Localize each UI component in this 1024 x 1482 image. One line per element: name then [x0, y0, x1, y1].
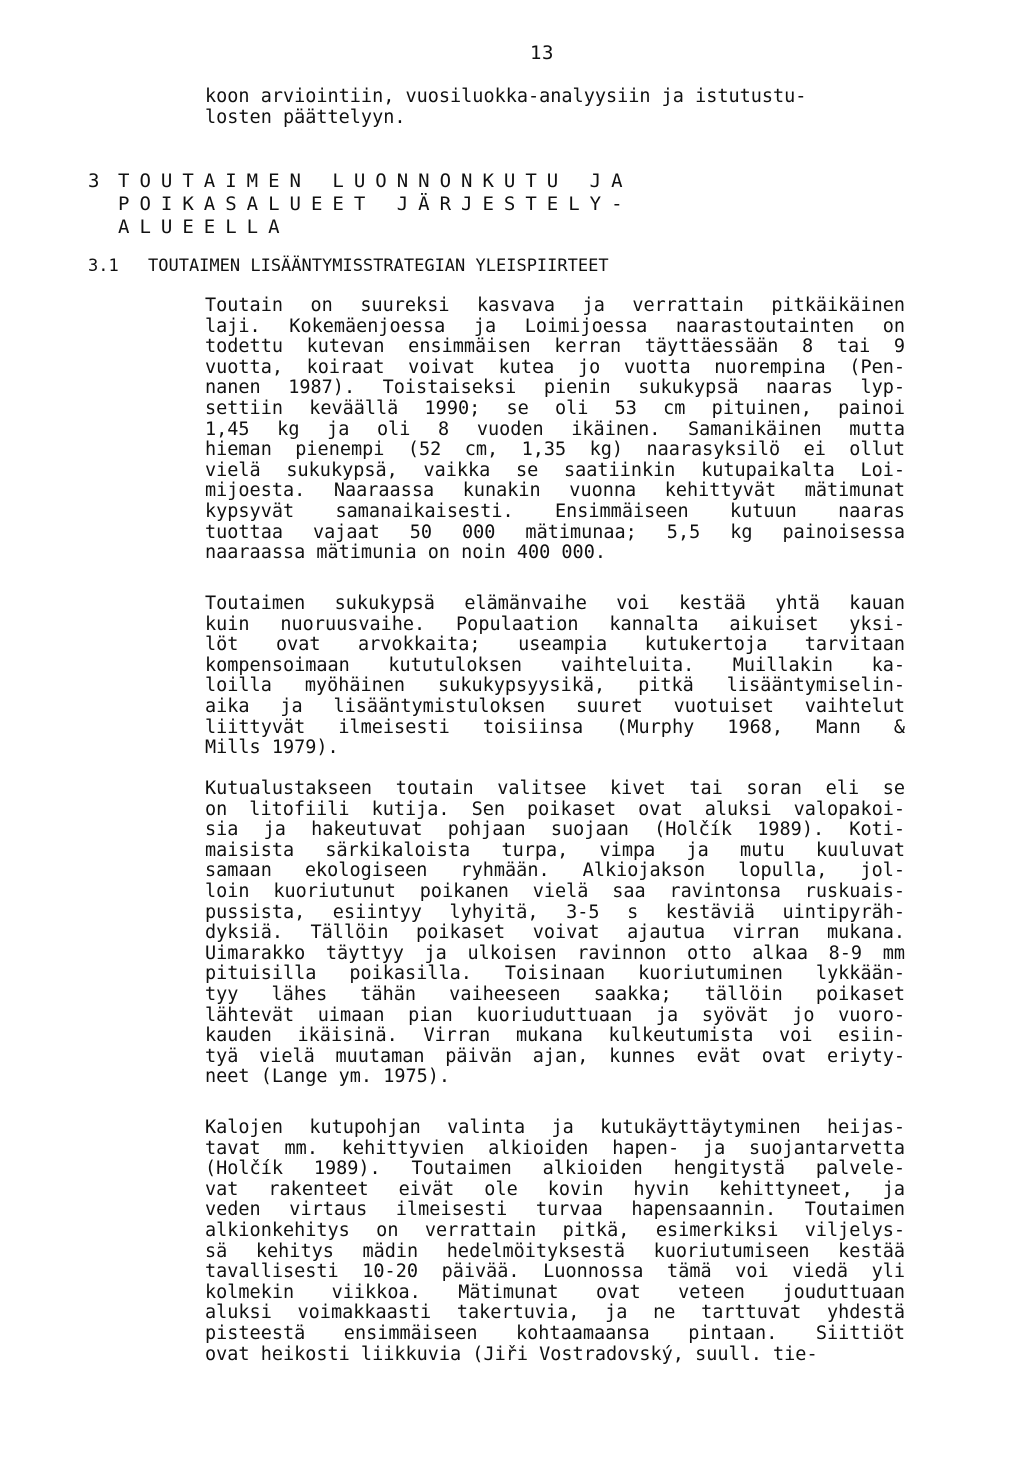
paragraph-line: maisista särkikaloista turpa, vimpa ja mutu kuuluvat	[205, 839, 905, 861]
paragraph-line: todettu kutevan ensimmäisen kerran täyttäessään 8 tai 9	[205, 336, 905, 358]
paragraph-line: aika ja lisääntymistuloksen suuret vuotuiset vaihtelut	[205, 695, 905, 717]
paragraph-line: samaan ekologiseen ryhmään. Alkiojakson lopulla, jol-	[205, 860, 905, 882]
paragraph-line: vat rakenteet eivät ole kovin hyvin kehittyneet, ja	[205, 1178, 905, 1200]
paragraph-line: vuotta, koiraat voivat kutea jo vuotta nuorempina (Pen-	[205, 356, 905, 378]
paragraph-line: Mills 1979).	[205, 737, 339, 759]
paragraph-line: pussista, esiintyy lyhyitä, 3-5 s kestäviä uintipyräh-	[205, 901, 905, 923]
paragraph-line: naaraassa mätimunia on noin 400 000.	[205, 542, 606, 564]
paragraph-line: tyy lähes tähän vaiheeseen saakka; tällöin poikaset	[205, 983, 905, 1005]
body-paragraph-4	[205, 1118, 905, 1365]
paragraph-line: alkionkehitys on verrattain pitkä, esimerkiksi viljelys-	[205, 1219, 905, 1241]
paragraph-line: Toutain on suureksi kasvava ja verrattain pitkäikäinen	[205, 295, 905, 316]
chapter-heading-line-1	[88, 170, 633, 193]
paragraph-line: sia ja hakeutuvat pohjaan suojaan (Holčík 1989). Koti-	[205, 819, 905, 841]
paragraph-line: loilla myöhäinen sukukypsyysikä, pitkä lisääntymiselin-	[205, 675, 905, 697]
paragraph-line: loin kuoriutunut poikanen vielä saa ravintonsa ruskuais-	[205, 880, 905, 902]
paragraph-line: (Holčík 1989). Toutaimen alkioiden hengitystä palvele-	[205, 1158, 905, 1180]
chapter-title-line-1: TOUTAIMEN LUONNONKUTU JA	[118, 170, 633, 192]
paragraph-line: vielä sukukypsä, vaikka se saatiinkin kutupaikalta Loi-	[205, 459, 905, 481]
paragraph-line: Uimarakko täyttyy ja ulkoisen ravinnon otto alkaa 8-9 mm	[205, 942, 905, 964]
paragraph-line: Kalojen kutupohjan valinta ja kutukäyttäytyminen heijas-	[205, 1117, 905, 1138]
paragraph-line: kompensoimaan kututuloksen vaihteluita. Muillakin ka-	[205, 654, 905, 676]
paragraph-line: pisteestä ensimmäiseen kohtaamaansa pintaan. Siittiöt	[205, 1322, 905, 1344]
chapter-number: 3	[88, 170, 100, 192]
chapter-title-line-3: ALUEELLA	[118, 216, 290, 238]
paragraph-line: settiin keväällä 1990; se oli 53 cm pituinen, painoi	[205, 397, 905, 419]
paragraph-line: nanen 1987). Toistaiseksi pienin sukukypsä naaras lyp-	[205, 377, 905, 399]
paragraph-line: mijoesta. Naaraassa kunakin vuonna kehittyvät mätimunat	[205, 480, 905, 502]
section-heading	[88, 256, 609, 276]
chapter-title-line-2: POIKASALUEET JÄRJESTELY-	[118, 193, 633, 215]
paragraph-line: hieman pienempi (52 cm, 1,35 kg) naarasyksilö ei ollut	[205, 439, 905, 461]
chapter-heading-line-3	[88, 216, 633, 239]
section-title: TOUTAIMEN LISÄÄNTYMISSTRATEGIAN YLEISPIIRTEET	[148, 256, 609, 276]
section-number: 3.1	[88, 256, 119, 276]
paragraph-line: on litofiili kutija. Sen poikaset ovat aluksi valopakoi-	[205, 798, 905, 820]
intro-paragraph: koon arviointiin, vuosiluokka-analyysiin ja istutustu- losten päättelyyn.	[205, 86, 807, 128]
paragraph-line: lähtevät uimaan pian kuoriuduttuaan ja syövät jo vuoro-	[205, 1004, 905, 1026]
body-paragraph-3	[205, 779, 905, 1088]
paragraph-line: dyksiä. Tällöin poikaset voivat ajautua virran mukana.	[205, 922, 905, 944]
page-number: 13	[530, 42, 554, 64]
paragraph-line: pituisilla poikasilla. Toisinaan kuoriutuminen lykkään-	[205, 963, 905, 985]
chapter-heading	[88, 170, 633, 239]
chapter-heading-line-2	[88, 193, 633, 216]
paragraph-line: tyä vielä muutaman päivän ajan, kunnes evät ovat eriyty-	[205, 1045, 905, 1067]
paragraph-line: Kutualustakseen toutain valitsee kivet tai soran eli se	[205, 778, 905, 799]
paragraph-line: sä kehitys mädin hedelmöityksestä kuoriutumiseen kestää	[205, 1240, 905, 1262]
paragraph-line: laji. Kokemäenjoessa ja Loimijoessa naarastoutainten on	[205, 315, 905, 337]
paragraph-line: löt ovat arvokkaita; useampia kutukertoja tarvitaan	[205, 634, 905, 656]
paragraph-line: veden virtaus ilmeisesti turvaa hapensaannin. Toutaimen	[205, 1199, 905, 1221]
paragraph-line: kypsyvät samanaikaisesti. Ensimmäiseen kutuun naaras	[205, 500, 905, 522]
body-paragraph-1	[205, 296, 905, 564]
paragraph-line: kauden ikäisinä. Virran mukana kulkeutumista voi esiin-	[205, 1025, 905, 1047]
paragraph-line: neet (Lange ym. 1975).	[205, 1066, 451, 1088]
paragraph-line: tavallisesti 10-20 päivää. Luonnossa tämä voi viedä yli	[205, 1261, 905, 1283]
paragraph-line: kuin nuoruusvaihe. Populaation kannalta aikuiset yksi-	[205, 613, 905, 635]
paragraph-line: tuottaa vajaat 50 000 mätimunaa; 5,5 kg painoisessa	[205, 521, 905, 543]
paragraph-line: 1,45 kg ja oli 8 vuoden ikäinen. Samanikäinen mutta	[205, 418, 905, 440]
paragraph-line: ovat heikosti liikkuvia (Jiři Vostradovský, suull. tie-	[205, 1343, 818, 1365]
paragraph-line: kolmekin viikkoa. Mätimunat ovat veteen jouduttuaan	[205, 1281, 905, 1303]
paragraph-line: tavat mm. kehittyvien alkioiden hapen- ja suojantarvetta	[205, 1137, 905, 1159]
paragraph-line: Toutaimen sukukypsä elämänvaihe voi kestää yhtä kauan	[205, 593, 905, 614]
paragraph-line: aluksi voimakkaasti takertuvia, ja ne tarttuvat yhdestä	[205, 1302, 905, 1324]
paragraph-line: liittyvät ilmeisesti toisiinsa (Murphy 1968, Mann &	[205, 716, 905, 738]
body-paragraph-2	[205, 594, 905, 759]
